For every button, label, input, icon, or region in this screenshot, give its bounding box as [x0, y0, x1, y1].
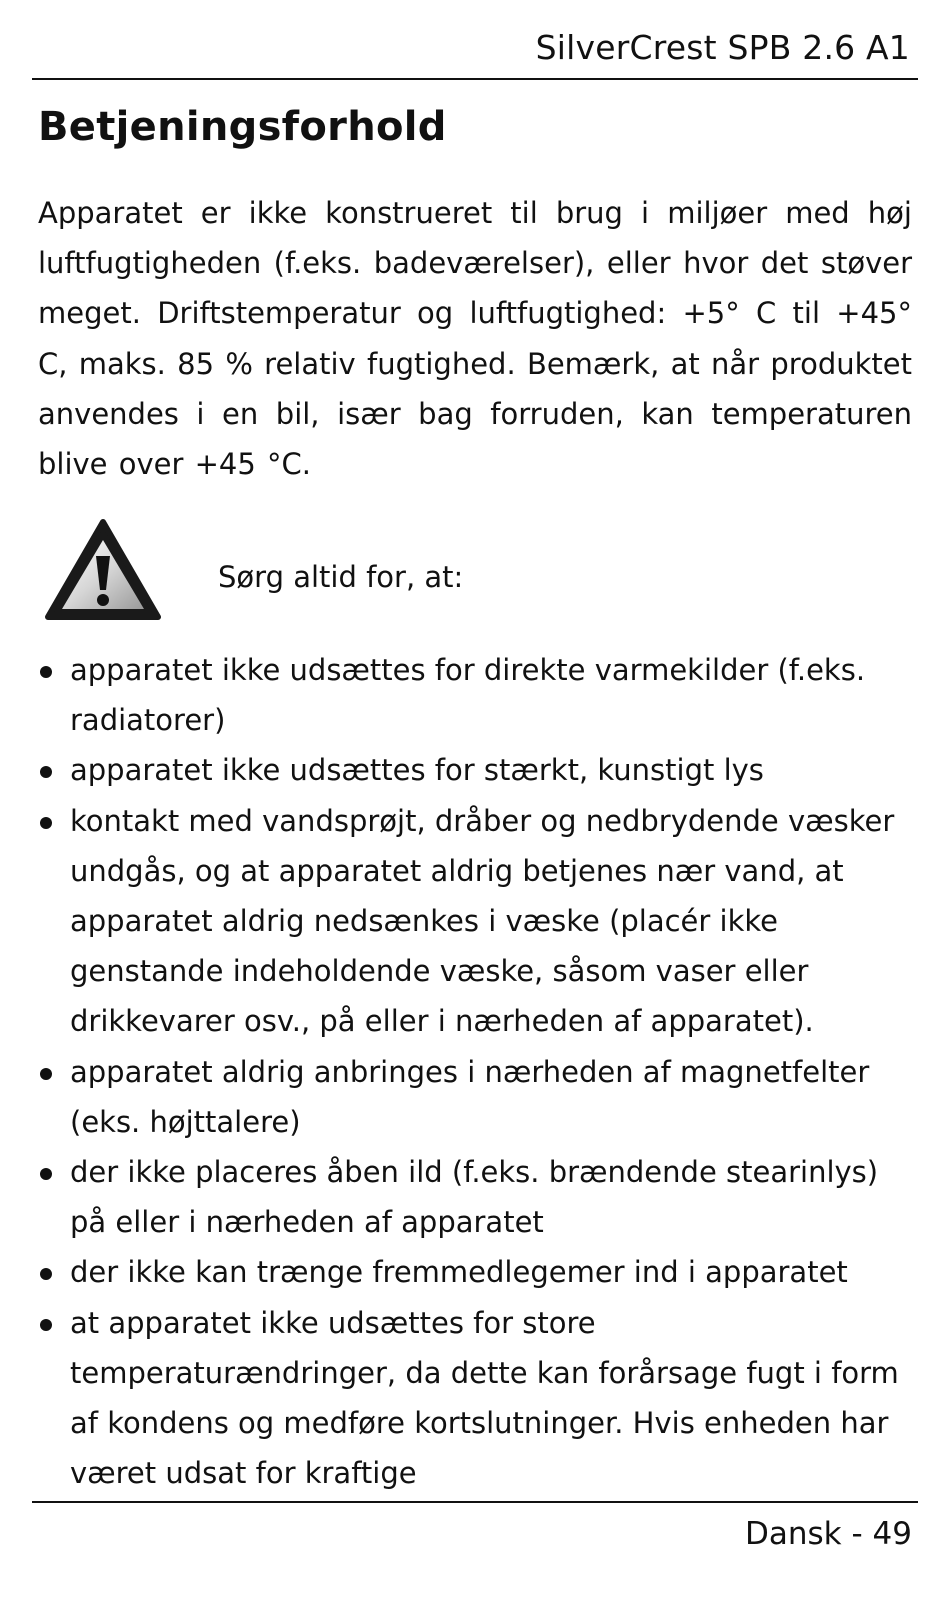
list-item-text: at apparatet ikke udsættes for store temperaturændringer, da dette kan forårsage fugt i form af kondens og medføre kortslutninger. Hvis enheden har været udsat for kraftige	[70, 1305, 899, 1491]
header-product-name: SilverCrest SPB 2.6 A1	[535, 28, 910, 67]
list-item-text: apparatet ikke udsættes for direkte varmekilder (f.eks. radiatorer)	[70, 653, 866, 738]
footer-separator: -	[851, 1516, 863, 1552]
list-item	[0, 1298, 910, 1499]
list-item-text: der ikke placeres åben ild (f.eks. brændende stearinlys) på eller i nærheden af apparatet	[70, 1155, 879, 1240]
footer-divider	[32, 1501, 918, 1503]
precautions-list	[0, 645, 950, 1498]
section-title: Betjeningsforhold	[38, 104, 447, 150]
list-item-text: der ikke kan trænge fremmedlegemer ind i apparatet	[70, 1255, 848, 1290]
bullet-icon	[40, 766, 52, 778]
list-item-text: apparatet aldrig anbringes i nærheden af magnetfelter (eks. højttalere)	[70, 1054, 870, 1139]
bullet-icon	[40, 1168, 52, 1180]
page-number: 49	[872, 1516, 912, 1552]
list-item	[0, 796, 910, 1047]
list-item	[0, 745, 910, 795]
warning-triangle-icon	[44, 518, 162, 622]
bullet-icon	[40, 1068, 52, 1080]
warning-intro-text: Sørg altid for, at:	[218, 560, 464, 594]
list-item	[0, 645, 910, 745]
bullet-icon	[40, 666, 52, 678]
page-footer	[745, 1516, 912, 1552]
intro-paragraph: Apparatet er ikke konstrueret til brug i miljøer med høj luftfugtigheden (f.eks. badeværelser), eller hvor det støver meget. Driftstemperatur og luftfugtighed: +5° C til +45° C, maks. 85 % relativ fugtighed. Bemærk, at når produktet anvendes i en bil, især bag forruden, kan temperaturen blive over +45 °C.	[38, 196, 912, 482]
bullet-icon	[40, 817, 52, 829]
bullet-icon	[40, 1319, 52, 1331]
list-item-text: apparatet ikke udsættes for stærkt, kunstigt lys	[70, 753, 764, 788]
list-item	[0, 1047, 910, 1147]
header-divider	[32, 78, 918, 80]
bullet-icon	[40, 1268, 52, 1280]
list-item	[0, 1147, 910, 1247]
footer-language: Dansk	[745, 1516, 842, 1552]
list-item-text: kontakt med vandsprøjt, dråber og nedbrydende væsker undgås, og at apparatet aldrig betjenes nær vand, at apparatet aldrig nedsænkes i væske (placér ikke genstande indeholdende væske, såsom vaser eller drikkevarer osv., på eller i nærheden af apparatet).	[70, 803, 895, 1039]
list-item	[0, 1247, 910, 1297]
